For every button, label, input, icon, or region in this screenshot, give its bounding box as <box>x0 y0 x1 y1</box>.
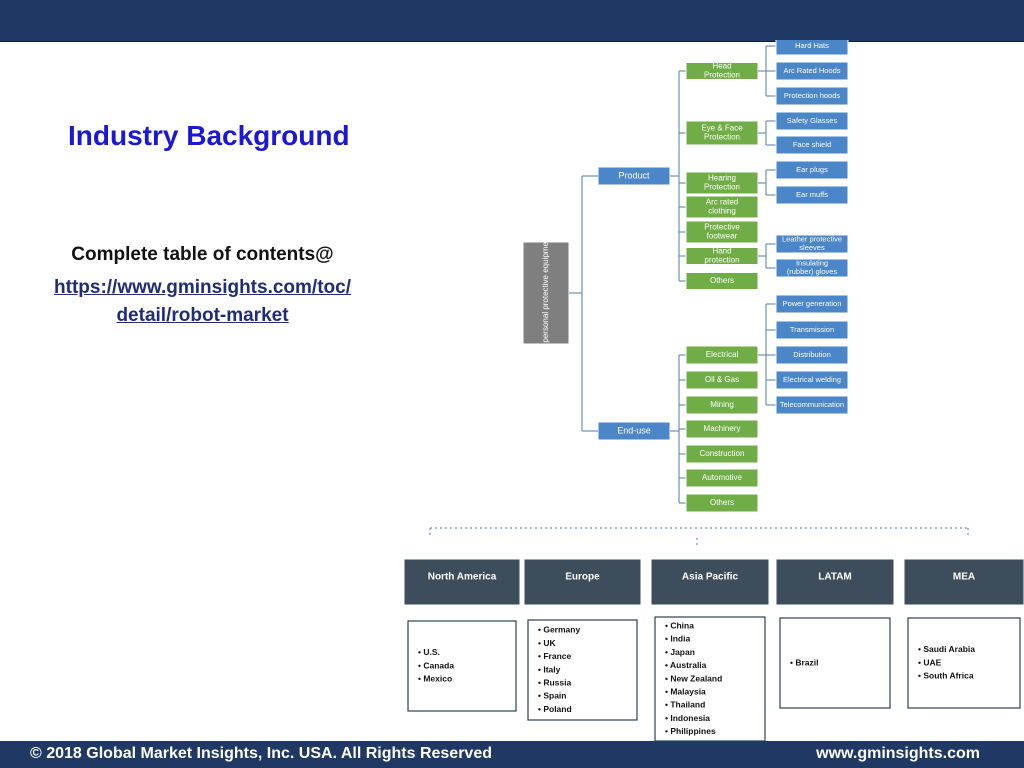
region-country-item: • New Zealand <box>665 673 723 684</box>
product-category-label: Protective <box>704 222 740 232</box>
region-country-item: • Indonesia <box>665 712 711 723</box>
product-subitem-label: Ear plugs <box>796 164 828 174</box>
region-country-item: • Saudi Arabia <box>918 644 975 655</box>
region-country-item: • UAE <box>918 657 942 668</box>
product-category-label: Hand <box>712 246 732 256</box>
enduse-subitem-label: Telecommunication <box>779 399 845 409</box>
enduse-category-label: Mining <box>710 400 734 410</box>
product-category-label: Others <box>709 276 735 286</box>
product-category-label: Hearing <box>707 173 737 183</box>
region-name: North America <box>427 571 497 583</box>
product-category-label: Arc rated <box>705 197 739 207</box>
product-subitem-label: Safety Glasses <box>786 115 838 125</box>
region-name: LATAM <box>818 571 852 583</box>
product-subitem-label: Hard Hats <box>795 40 829 50</box>
region-country-item: • Malaysia <box>665 686 706 697</box>
product-category-label: protection <box>704 255 740 265</box>
product-subitem-label: Arc Rated Hoods <box>783 65 841 75</box>
region-country-item: • India <box>665 633 691 644</box>
region-country-item: • Japan <box>665 646 695 657</box>
region-name: MEA <box>952 571 976 583</box>
enduse-subitem-label: Distribution <box>793 349 831 359</box>
region-country-item: • Spain <box>538 690 567 701</box>
product-category-label: Protection <box>703 132 741 142</box>
product-node-label: Product <box>618 170 650 181</box>
enduse-category-label: Construction <box>699 449 745 459</box>
root-node-label: Electrical safety personal protective equipment (PPE) market <box>541 185 551 401</box>
region-country-item: • Mexico <box>418 673 453 684</box>
region-country-item: • France <box>538 651 572 662</box>
region-country-item: • Canada <box>418 660 455 671</box>
product-subitem-label: Face shield <box>792 139 832 149</box>
enduse-subitem-label: Transmission <box>789 324 835 334</box>
region-country-item: • Germany <box>538 624 581 635</box>
product-subitem-label: sleeves <box>799 243 825 253</box>
toc-link-line2[interactable]: detail/robot-market <box>116 305 289 326</box>
toc-link-block <box>0 274 405 330</box>
region-country-item: • Philippines <box>665 726 716 737</box>
product-category-label: footwear <box>706 231 738 241</box>
region-name: Asia Pacific <box>681 571 739 583</box>
enduse-subitem-label: Power generation <box>782 298 842 308</box>
region-country-item: • U.S. <box>418 647 440 658</box>
product-subitem-label: Ear muffs <box>796 189 828 199</box>
enduse-category-label: Electrical <box>705 350 739 360</box>
region-name: Europe <box>565 571 600 583</box>
footer-copyright: © 2018 Global Market Insights, Inc. USA. All Rights Reserved <box>30 745 492 762</box>
region-country-item: • Poland <box>538 703 572 714</box>
enduse-subitem-label: Electrical welding <box>783 374 841 384</box>
footer-website[interactable]: www.gminsights.com <box>816 745 980 762</box>
enduse-category-label: Oil & Gas <box>704 375 740 385</box>
footer-bar <box>0 741 1024 768</box>
product-subitem-label: Leather protective <box>781 234 843 244</box>
product-category-label: Eye & Face <box>701 123 743 133</box>
product-subitem-label: (rubber) gloves <box>786 267 838 277</box>
toc-label: Complete table of contents@ <box>71 244 334 265</box>
product-subitem-label: Protection hoods <box>783 90 841 100</box>
enduse-category-label: Others <box>709 498 735 508</box>
region-country-item: • China <box>665 620 694 631</box>
region-country-item: • Thailand <box>665 699 706 710</box>
header-bar <box>0 0 1024 42</box>
product-category-label: clothing <box>708 206 736 216</box>
enduse-category-label: Automotive <box>701 473 743 483</box>
slide-title: Industry Background <box>68 120 350 151</box>
product-category-label: Head <box>712 61 732 71</box>
enduse-category-label: Machinery <box>703 424 741 434</box>
product-category-label: Protection <box>703 70 741 80</box>
toc-link-line1[interactable]: https://www.gminsights.com/toc/ <box>54 277 351 298</box>
product-subitem-label: Insulating <box>795 258 829 268</box>
product-category-label: Protection <box>703 182 741 192</box>
region-country-item: • Australia <box>665 660 707 671</box>
region-country-item: • UK <box>538 637 556 648</box>
enduse-node-label: End-use <box>617 425 651 436</box>
segmentation-tree <box>404 40 1024 741</box>
region-country-item: • Italy <box>538 664 561 675</box>
region-country-item: • Brazil <box>790 657 819 668</box>
region-country-item: • South Africa <box>918 670 974 681</box>
region-country-item: • Russia <box>538 677 572 688</box>
market-segmentation-diagram <box>404 40 1024 741</box>
